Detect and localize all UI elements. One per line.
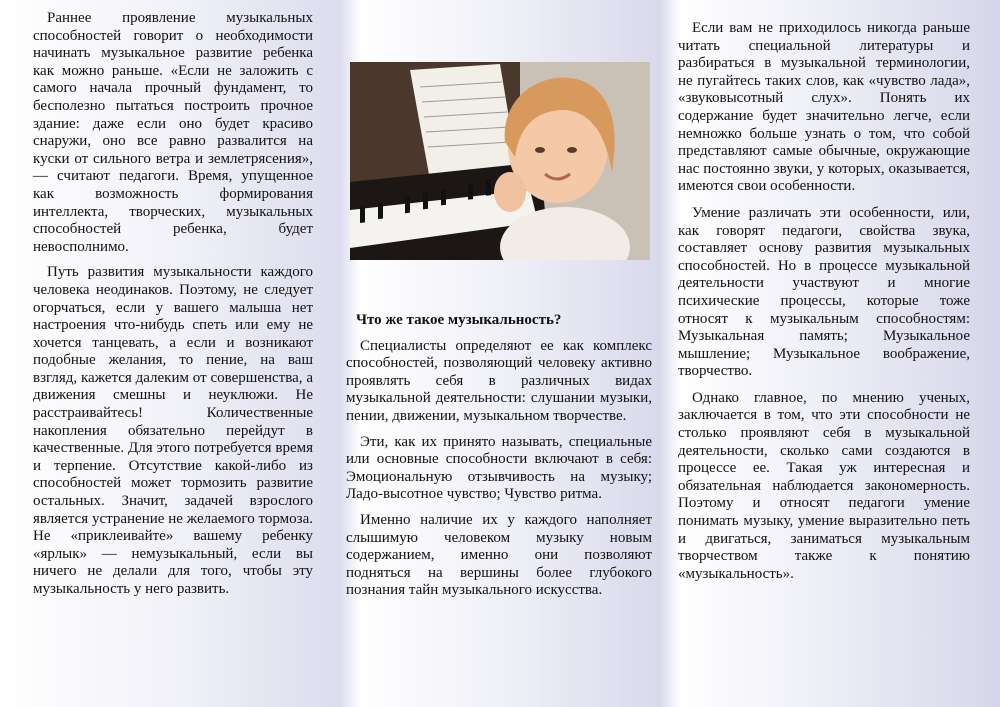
child-at-piano-icon [350,62,650,260]
paragraph: Специалисты определяют ее как комплекс способностей, позволяющий человеку активно проявлять себя в различных видах музыкальной деятельности: слушании музыки, пении, движении, музыкальном творчестве. [346,337,652,424]
paragraph: Путь развития музыкальности каждого человека неодинаков. Поэтому, не следует огорчаться, если у вашего малыша нет настроения что-нибудь спеть или ему не хочется танцевать, а если и возникают подобные желания, то пение, на ваш взгляд, кажется далеким от совершенства, а движения смешны и неуклюжи. Не расстраивайтесь! Количественные накопления обязательно перейдут в качественные. Для этого потребуется время и терпение. Отсутствие какой-либо из способностей может тормозить развитие остальных. Значит, задачей взрослого является устранение не желаемого тормоза. Не «приклеивайте» вашему ребенку «ярлык» — немузыкальный, если вы ничего не делали для того, чтобы эту музыкальность у него развить. [33,264,313,597]
right-column [678,20,970,592]
middle-column [346,312,652,608]
paragraph: Однако главное, по мнению ученых, заключается в том, что эти способности не столько проявляют себя в музыкальной деятельности, сколько сами создаются в процессе ее. Такая уж интересная и обязательная наблюдается закономерность. Поэтому и относят педагоги умение понимать музыку, умение выразительно петь и двигаться, заниматься музыкальным творчеством также к понятию «музыкальность». [678,389,970,582]
left-column [33,10,313,607]
paragraph: Эти, как их принято называть, специальные или основные способности включают в себя: Эмоциональную отзывчивость на музыку; Ладо-высотное чувство; Чувство ритма. [346,433,652,503]
paragraph: Умение различать эти особенности, или, как говорят педагоги, свойства звука, составляет основу развития музыкальных способностей. Но в процессе музыкальной деятельности участвуют и многие психические процессы, которые тоже относят к музыкальным способностям: Музыкальная память; Музыкальное мышление; Музыкальное воображение, творчество. [678,204,970,380]
section-heading: Что же такое музыкальность? [356,312,562,328]
child-at-piano-photo [350,62,650,260]
paragraph: Именно наличие их у каждого наполняет слышимую человеком музыку новым содержанием, именно они позволяют подняться на вершины более глубокого познания тайн музыкального искусства. [346,511,652,599]
paragraph: Раннее проявление музыкальных способностей говорит о необходимости начинать музыкальное развитие ребенка как можно раньше. «Если не заложить с самого начала прочный фундамент, то бесполезно пытаться построить прочное здание: даже если оно будет красиво снаружи, оно все равно развалится на куски от сильного ветра и землетрясения», — считают педагоги. Время, упущенное как возможность формирования интеллекта, творческих, музыкальных способностей ребенка, будет невосполнимо. [33,10,313,255]
paragraph: Если вам не приходилось никогда раньше читать специальной литературы и разбираться в музыкальной терминологии, не пугайтесь таких слов, как «чувство лада», «звуковысотный слух». Понять их содержание будет значительно легче, если немножко больше узнать о том, что собой представляют самые обычные, окружающие нас постоянно звуки, у которых, оказывается, имеются свои особенности. [678,20,970,195]
